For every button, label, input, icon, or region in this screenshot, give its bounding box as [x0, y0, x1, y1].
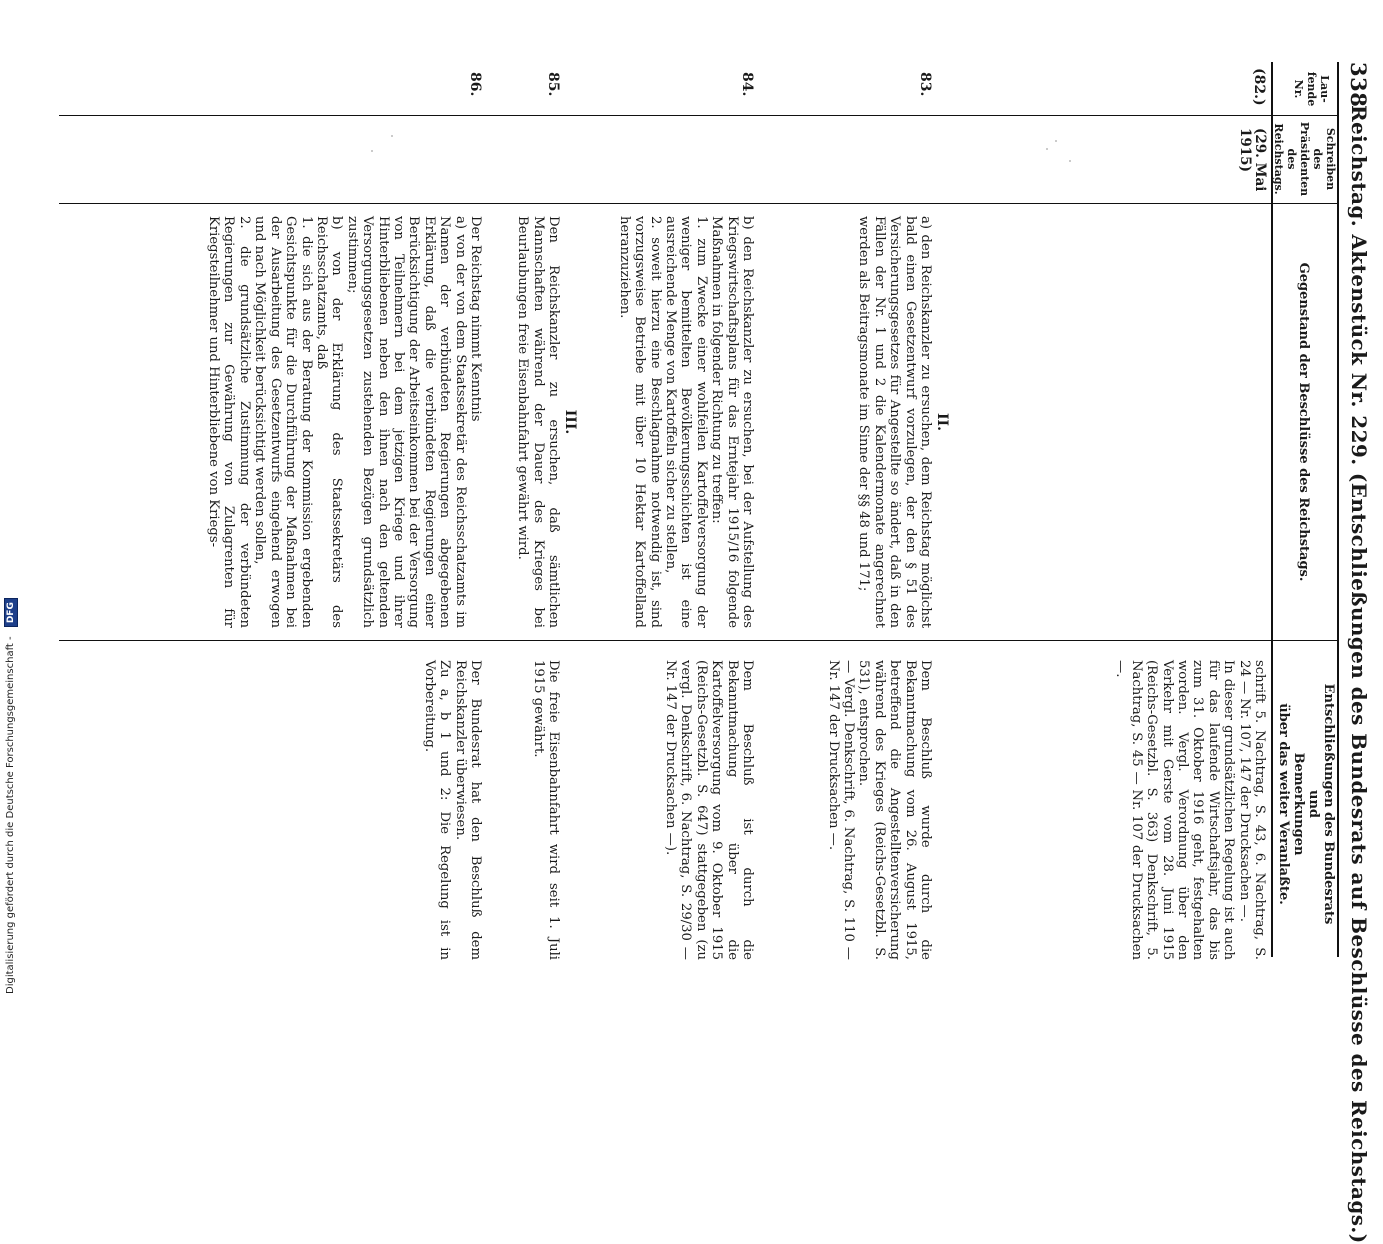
page-title: Reichstag. Aktenstück Nr. 229. (Entschließungen des Bundesrats auf Beschlüsse des Reichstags.)	[1347, 105, 1371, 1244]
entry-number-83: 83.	[917, 72, 933, 97]
remark-carryover: schrift 5. Nachtrag, S. 43, 6. Nachtrag, S. 24 — Nr. 107, 147 der Drucksachen —. In dieser grundsätzlichen Regelung ist auch für das laufende Wirtschaftsjahr, das bis zum 31. Oktober 1916 geht, festgehalten worden. Vergl. Verordnung über den Verkehr mit Gerste vom 28. Juni 1915 (Reichs-Gesetzbl. S. 363) Denkschrift, 5. Nachtrag, S. 45 — Nr. 107 der Drucksachen —.	[1113, 660, 1267, 960]
page-number: 338	[1346, 62, 1371, 108]
column-rule-1	[59, 115, 1339, 116]
column-heading-gegenstand: Gegenstand der Beschlüsse des Reichstags.	[1296, 262, 1311, 582]
entry-remark-85: Die freie Eisenbahnfahrt wird seit 1. Juli 1915 gewährt.	[530, 660, 561, 960]
entry-text-84: b) den Reichskanzler zu ersuchen, bei der Aufstellung des Kriegswirtschaftsplans für das Erntejahr 1915/16 folgende Maßnahmen in folgender Richtung zu treffen: 1. zum Zwecke einer wohlfeilen Kartoffelversorgung der weniger bemittelten Bevölkerungsschichten ist eine ausreichende Menge von Kartoffeln sicher zu stellen, 2. soweit hierzu eine Beschlagnahme notwendig ist, sind vorzugsweise Betriebe mit über 10 Hektar Kartoffelland heranzuziehen.	[616, 216, 755, 628]
section-heading-3: III.	[562, 409, 578, 435]
scan-speck	[371, 150, 373, 152]
column-rule-2	[59, 203, 1339, 204]
column-heading-laufende-nr: Lau- fende Nr.	[1292, 71, 1331, 107]
entry-text-83: a) den Reichskanzler zu ersuchen, dem Reichstag möglichst bald einen Gesetzentwurf vorzulegen, der den § 51 des Versicherungsgesetzes für Angestellte so ändert, daß in den Fällen der Nr. 1 und 2 die Kalendermonate angerechnet werden als Beitragsmonate im Sinne der §§ 48 und 171;	[856, 216, 933, 628]
header-rule-top	[1337, 62, 1339, 957]
letter-date-carryover: (29. Mai 1915)	[1237, 128, 1268, 192]
entry-number-85: 85.	[545, 72, 561, 97]
digitization-credit	[4, 598, 18, 994]
scan-speck	[1069, 160, 1071, 162]
column-rule-3	[59, 640, 1339, 641]
section-heading-2: II.	[934, 413, 950, 431]
entry-remark-83: Dem Beschluß wurde durch die Bekanntmachung vom 26. August 1915, betreffend die Angestelltenversicherung während des Krieges (Reichs-Gesetzbl. S. 531), entsprochen. — Vergl. Denkschrift, 6. Nachtrag, S. 110 — Nr. 147 der Drucksachen —.	[825, 660, 933, 960]
entry-remark-86: Der Bundesrat hat den Beschluß dem Reichskanzler überwiesen. Zu a, b 1 und 2: Die Regelung ist in Vorbereitung.	[421, 660, 483, 960]
scan-speck	[1046, 148, 1048, 150]
dfg-logo: DFG	[4, 598, 18, 627]
entry-number-86: 86.	[467, 72, 483, 97]
entry-number-carryover: (82.)	[1251, 68, 1267, 106]
scan-speck	[391, 135, 393, 137]
digitization-credit-text: Digitalisierung gefördert durch die Deutsche Forschungsgemeinschaft -	[5, 636, 16, 994]
entry-remark-84: Dem Beschluß ist durch die Bekanntmachung über die Kartoffelversorgung vom 9. Oktober 1915 (Reichs-Gesetzbl. S. 647) stattgegeben (zu vergl. Denkschrift, 6. Nachtrag, S. 29/30 — Nr. 147 der Drucksachen —).	[662, 660, 755, 960]
entry-text-85: Den Reichskanzler zu ersuchen, daß sämtlichen Mannschaften während der Dauer des Krieges bei Beurlaubungen freie Eisenbahnfahrt gewährt wird.	[515, 216, 561, 628]
column-heading-schreiben: Schreiben des Präsidenten des Reichstags.	[1272, 121, 1337, 197]
column-heading-entschliessungen: Entschließungen des Bundesrats und Bemerkungen über das weiter Veranlaßte.	[1276, 683, 1336, 925]
entry-number-84: 84.	[739, 72, 755, 97]
scan-speck	[1055, 140, 1057, 142]
entry-text-86: Der Reichstag nimmt Kenntnis a) von der von dem Staatssekretär des Reichsschatzamts im Namen der verbündeten Regierungen abgegebenen Erklärung, daß die verbündeten Regierungen einer Berücksichtigung der Arbeitseinkommen bei der Versorgung von Teilnehmern bei dem jetzigen Kriege und ihrer Hinterbliebenen neben den ihnen nach den geltenden Versorgungsgesetzen zustehenden Bezügen grundsätzlich zustimmen; b) von der Erklärung des Staatssekretärs des Reichsschatzamts, daß 1. die sich aus der Beratung der Kommission ergebenden Gesichtspunkte für die Durchführung der Maßnahmen bei der Ausarbeitung des Gesetzentwurfs eingehend erwogen und nach Möglichkeit berücksichtigt werden sollen, 2. die grundsätzliche Zustimmung der verbündeten Regierungen zur Gewährung von Zulagrenten für Kriegsteilnehmer und Hinterbliebene von Kriegs-	[206, 216, 483, 628]
